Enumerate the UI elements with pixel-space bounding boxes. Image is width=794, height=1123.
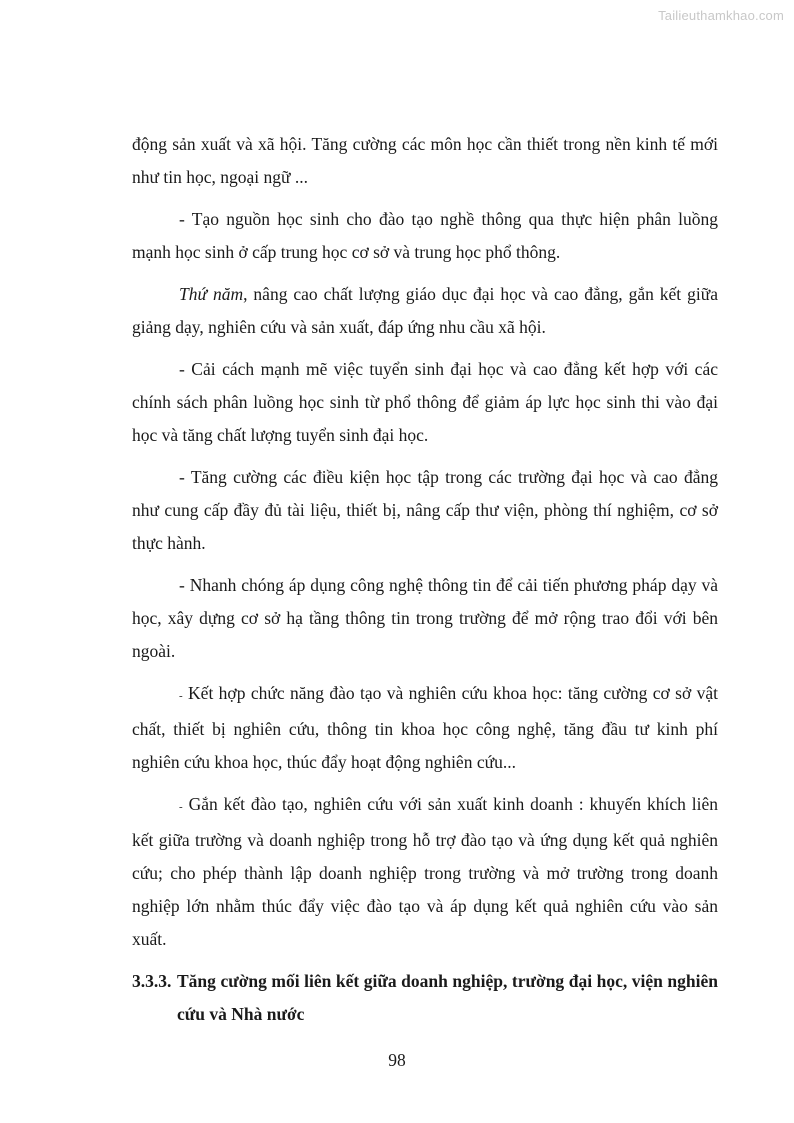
watermark: Tailieuthamkhao.com	[658, 8, 784, 23]
fifth-point-label: Thứ năm	[179, 284, 244, 304]
paragraph-research-training	[132, 677, 718, 779]
section-number: 3.3.3.	[132, 971, 172, 991]
document-body	[132, 128, 718, 1031]
page-number: 98	[388, 1050, 406, 1070]
research-training-text: Kết hợp chức năng đào tạo và nghiên cứu khoa học: tăng cường cơ sở vật chất, thiết bị nghiên cứu, thông tin khoa học công nghệ, tăng đầu tư kinh phí nghiên cứu khoa học, thúc đẩy hoạt động nghiên cứu...	[132, 683, 718, 772]
paragraph-fifth-point	[132, 278, 718, 344]
fifth-point-text: , nâng cao chất lượng giáo dục đại học và cao đẳng, gắn kết giữa giảng dạy, nghiên cứu và sản xuất, đáp ứng nhu cầu xã hội.	[132, 284, 718, 337]
bullet-dash: -	[179, 801, 183, 813]
paragraph-business-link	[132, 788, 718, 956]
paragraph-continuation: động sản xuất và xã hội. Tăng cường các môn học cần thiết trong nền kinh tế mới như tin học, ngoại ngữ ...	[132, 134, 718, 187]
paragraph-admission-reform: - Cải cách mạnh mẽ việc tuyển sinh đại học và cao đẳng kết hợp với các chính sách phân luồng học sinh từ phổ thông để giảm áp lực học sinh thi vào đại học và tăng chất lượng tuyển sinh đại học.	[132, 359, 718, 445]
paragraph-learning-conditions: - Tăng cường các điều kiện học tập trong các trường đại học và cao đẳng như cung cấp đầy đủ tài liệu, thiết bị, nâng cấp thư viện, phòng thí nghiệm, cơ sở thực hành.	[132, 467, 718, 553]
business-link-text: Gắn kết đào tạo, nghiên cứu với sản xuất kinh doanh : khuyến khích liên kết giữa trường và doanh nghiệp trong hỗ trợ đào tạo và ứng dụng kết quả nghiên cứu; cho phép thành lập doanh nghiệp trong trường và mở trường trong doanh nghiệp lớn nhằm thúc đẩy việc đào tạo và áp dụng kết quả nghiên cứu vào sản xuất.	[132, 794, 718, 949]
section-heading	[132, 965, 718, 1031]
paragraph-vocational-streaming: - Tạo nguồn học sinh cho đào tạo nghề thông qua thực hiện phân luồng mạnh học sinh ở cấp trung học cơ sở và trung học phổ thông.	[132, 209, 718, 262]
bullet-dash: -	[179, 690, 183, 702]
paragraph-it-application: - Nhanh chóng áp dụng công nghệ thông tin để cải tiến phương pháp dạy và học, xây dựng cơ sở hạ tầng thông tin trong trường để mở rộng trao đổi với bên ngoài.	[132, 575, 718, 661]
section-title: Tăng cường mối liên kết giữa doanh nghiệp, trường đại học, viện nghiên cứu và Nhà nước	[177, 971, 718, 1024]
